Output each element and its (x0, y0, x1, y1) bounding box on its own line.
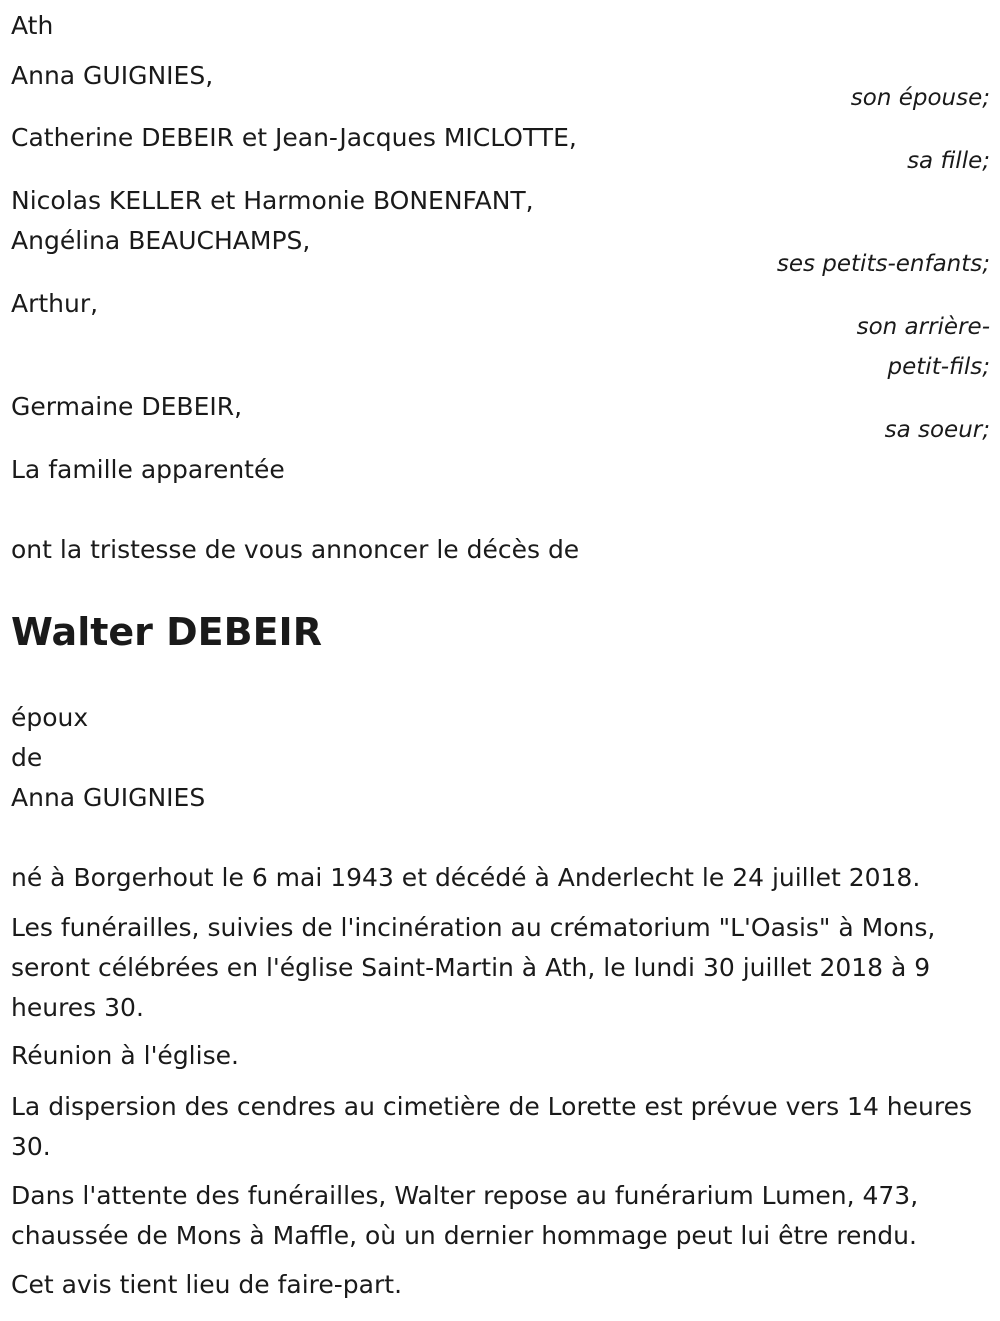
ashes-dispersion-details: La dispersion des cendres au cimetière de Lorette est prévue vers 14 heures 30. (11, 1092, 972, 1161)
deceased-name: Walter DEBEIR (11, 610, 322, 654)
relation-spouse: son épouse; (850, 85, 990, 111)
family-member-spouse: Anna GUIGNIES, (11, 61, 214, 90)
relation-daughter: sa fille; (907, 148, 990, 174)
family-member-grandchildren-1: Nicolas KELLER et Harmonie BONENFANT, (11, 186, 534, 215)
relation-sister: sa soeur; (884, 417, 990, 443)
spouse-line-2: de (11, 743, 43, 772)
family-extended: La famille apparentée (11, 455, 285, 484)
spouse-line-1: époux (11, 703, 89, 732)
relation-great-grandson-1: son arrière- (856, 314, 990, 340)
city-name: Ath (11, 11, 54, 40)
relation-great-grandson-2: petit-fils; (887, 354, 990, 380)
spouse-line-3: Anna GUIGNIES (11, 783, 206, 812)
notice-closing: Cet avis tient lieu de faire-part. (11, 1270, 403, 1299)
family-member-grandchildren-2: Angélina BEAUCHAMPS, (11, 226, 311, 255)
family-member-sister: Germaine DEBEIR, (11, 392, 243, 421)
birth-death-details: né à Borgerhout le 6 mai 1943 et décédé à Anderlecht le 24 juillet 2018. (11, 863, 921, 892)
family-member-daughter: Catherine DEBEIR et Jean-Jacques MICLOTTE, (11, 123, 577, 152)
funeral-details: Les funérailles, suivies de l'incinération au crématorium "L'Oasis" à Mons, seront célébrées en l'église Saint-Martin à Ath, le lundi 30 juillet 2018 à 9 heures 30. (11, 913, 936, 1022)
announcement-text: ont la tristesse de vous annoncer le décès de (11, 535, 580, 564)
funerarium-details: Dans l'attente des funérailles, Walter repose au funérarium Lumen, 473, chaussée de Mons à Maffle, où un dernier hommage peut lui être rendu. (11, 1181, 919, 1250)
meeting-details: Réunion à l'église. (11, 1041, 239, 1070)
family-member-great-grandson: Arthur, (11, 289, 99, 318)
relation-grandchildren: ses petits-enfants; (776, 251, 990, 277)
